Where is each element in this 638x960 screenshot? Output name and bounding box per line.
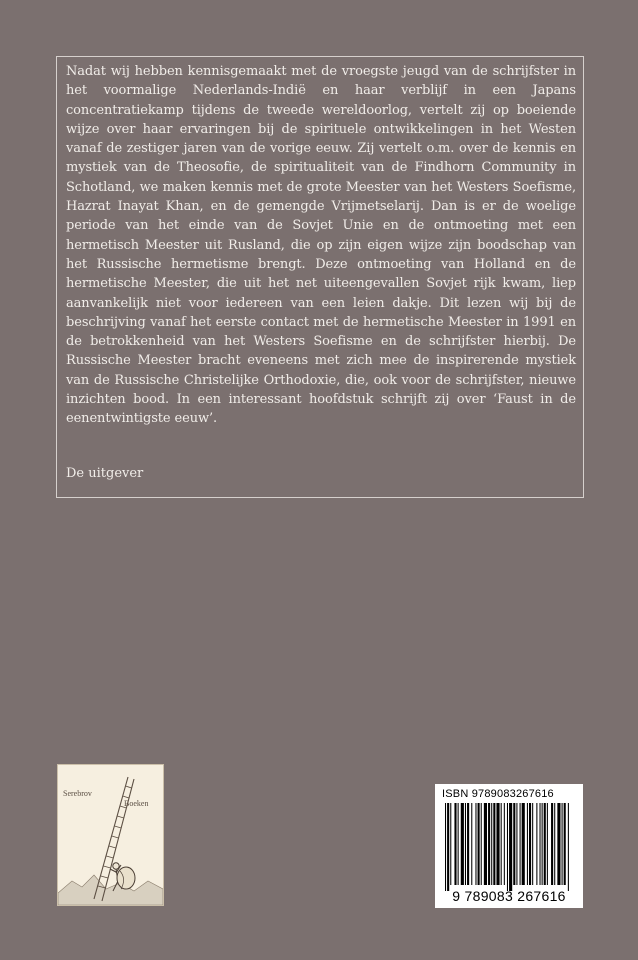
logo-word-right: Boeken — [124, 799, 149, 808]
blurb-text — [66, 62, 576, 429]
publisher-signature: De uitgever — [66, 466, 144, 481]
isbn-label: ISBN 9789083267616 — [442, 788, 554, 800]
blurb-paragraph: Nadat wij hebben kennisgemaakt met de vroegste jeugd van de schrijfster in het voormalige Nederlands-Indië en haar verblijf in een Japans concentratiekamp tijdens de tweede wereldoorlog, vertelt zij op boeiende wijze over haar ervaringen bij de spirituele ontwikkelingen in het Westen vanaf de zestiger jaren van de vorige eeuw. Zij vertelt o.m. over de kennis en mystiek van de Theosofie, de spiritualiteit van de Findhorn Community in Schotland, we maken kennis met de grote Meester van het Westers Soefisme, Hazrat Inayat Khan, en de gemengde Vrijmetselarij. Dan is er de woelige periode van het einde van de Sovjet Unie en de ontmoeting met een hermetisch Meester uit Rusland, die op zijn eigen wijze zijn boodschap van het Russische hermetisme brengt. Deze ontmoeting van Holland en de hermetische Meester, die uit het net uiteengevallen Sovjet rijk kwam, liep aanvankelijk niet voor iedereen van een leien dakje. Dit lezen wij bij de beschrijving vanaf het eerste contact met de hermetische Meester in 1991 en de betrokkenheid van het Westers Soefisme en de schrijfster hierbij. De Russische Meester bracht eveneens met zich mee de inspirerende mystiek van de Russische Christelijke Orthodoxie, die, ook voor de schrijfster, nieuwe inzichten bood. In een interessant hoofdstuk schrijft zij over ‘Faust in de eenentwintigste eeuw’. — [66, 64, 576, 427]
ladder-climber-illustration — [58, 765, 163, 905]
barcode-bars — [445, 803, 573, 891]
logo-word-left: Serebrov — [63, 789, 92, 798]
publisher-logo — [58, 765, 163, 905]
isbn-barcode — [435, 784, 583, 908]
isbn-digits: 9 789083 267616 — [452, 888, 566, 904]
